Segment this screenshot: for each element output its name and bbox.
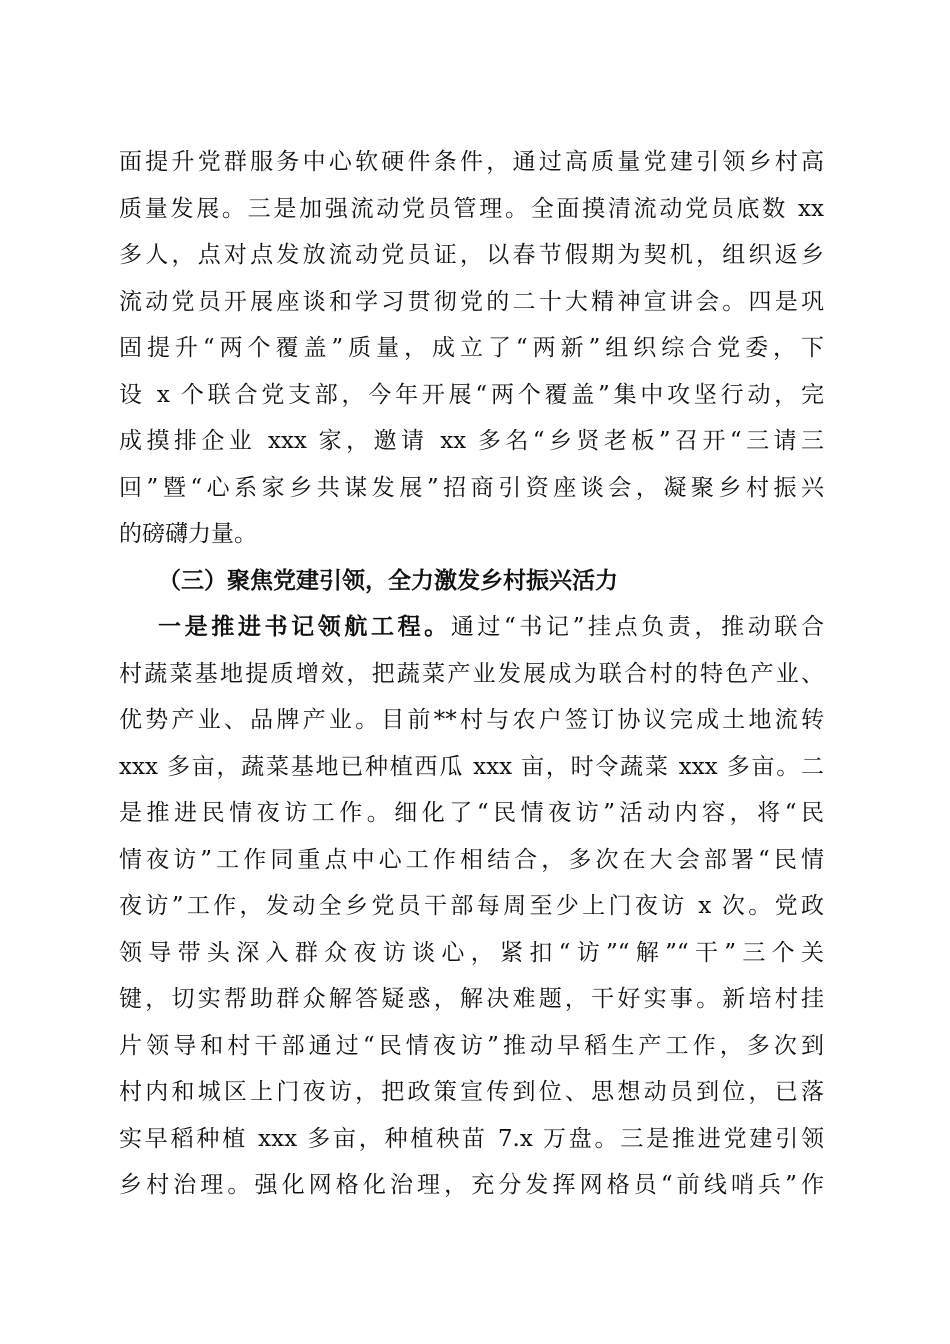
paragraph-line: 优势产业、品牌产业。目前**村与农户签订协议完成土地流转 <box>119 707 824 733</box>
paragraph-line: xxx 多亩，蔬菜基地已种植西瓜 xxx 亩，时令蔬菜 xxx 多亩。二 <box>119 754 824 780</box>
paragraph-line: 多人，点对点发放流动党员证，以春节假期为契机，组织返乡 <box>119 242 824 268</box>
bold-lead-text: 一是推进书记领航工程。 <box>158 614 451 640</box>
paragraph-line: 固提升“两个覆盖”质量，成立了“两新”组织综合党委，下 <box>119 335 824 361</box>
paragraph-line: 领导带头深入群众夜访谈心，紧扣“访”“解”“干”三个关 <box>119 940 824 966</box>
paragraph-line: 质量发展。三是加强流动党员管理。全面摸清流动党员底数 xx <box>119 196 824 222</box>
paragraph-line: 设 x 个联合党支部，今年开展“两个覆盖”集中攻坚行动，完 <box>119 382 824 408</box>
paragraph-line: 是推进民情夜访工作。细化了“民情夜访”活动内容，将“民 <box>119 800 824 826</box>
paragraph-line: 情夜访”工作同重点中心工作相结合，多次在大会部署“民情 <box>119 847 824 873</box>
paragraph-line: 流动党员开展座谈和学习贯彻党的二十大精神宣讲会。四是巩 <box>119 289 824 315</box>
section-heading: （三）聚焦党建引领，全力激发乡村振兴活力 <box>158 568 618 594</box>
paragraph-line: 村内和城区上门夜访，把政策宣传到位、思想动员到位，已落 <box>119 1079 824 1105</box>
paragraph-line: 的磅礴力量。 <box>119 521 257 547</box>
paragraph-first-line <box>158 601 824 653</box>
paragraph-line: 实早稻种植 xxx 多亩，种植秧苗 7.x 万盘。三是推进党建引领 <box>119 1126 824 1152</box>
paragraph-line: 夜访”工作，发动全乡党员干部每周至少上门夜访 x 次。党政 <box>119 893 824 919</box>
paragraph-line: 村蔬菜基地提质增效，把蔬菜产业发展成为联合村的特色产业、 <box>119 661 824 687</box>
paragraph-line: 片领导和村干部通过“民情夜访”推动早稻生产工作，多次到 <box>119 1033 824 1059</box>
paragraph-line: 键，切实帮助群众解答疑惑，解决难题，干好实事。新培村挂 <box>119 986 824 1012</box>
paragraph-line: 回”暨“心系家乡共谋发展”招商引资座谈会，凝聚乡村振兴 <box>119 475 824 501</box>
paragraph-line: 乡村治理。强化网格化治理，充分发挥网格员“前线哨兵”作 <box>119 1172 824 1198</box>
paragraph-text: 通过“书记”挂点负责，推动联合 <box>450 614 824 640</box>
paragraph-line: 成摸排企业 xxx 家，邀请 xx 多名“乡贤老板”召开“三请三 <box>119 428 824 454</box>
paragraph-line: 面提升党群服务中心软硬件条件，通过高质量党建引领乡村高 <box>119 149 824 175</box>
